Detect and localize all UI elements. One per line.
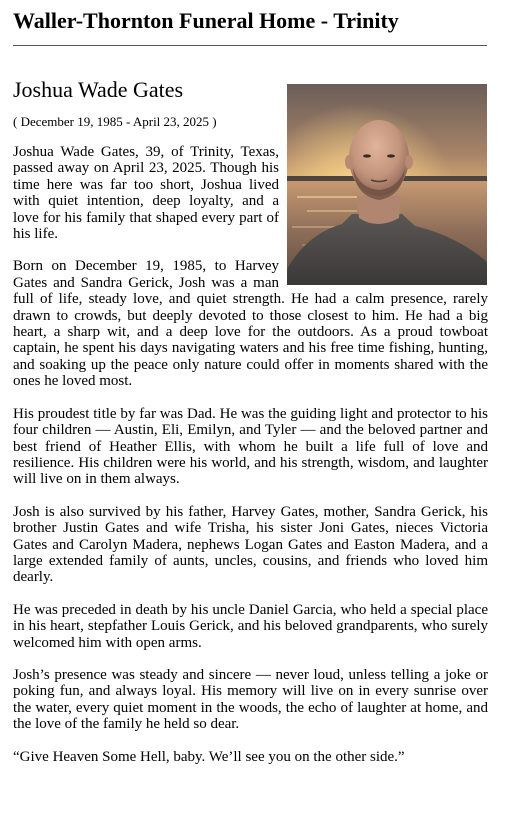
life-dates: ( December 19, 1985 - April 23, 2025 ) — [13, 114, 217, 129]
obituary-paragraph-memory: Josh’s presence was steady and sincere — never loud, unless telling a joke or poking fun, and always loyal. His memory will live on in every sunrise over the water, every quiet moment in the woods, the echo of laughter at home, and the love of the family he held so dear. — [13, 666, 488, 733]
deceased-name: Joshua Wade Gates — [13, 77, 184, 102]
obituary-content — [13, 72, 488, 765]
site-header — [13, 6, 487, 36]
closing-quote: “Give Heaven Some Hell, baby. We’ll see you on the other side.” — [13, 748, 405, 765]
obituary-paragraph-survivors: Josh is also survived by his father, Harvey Gates, mother, Sandra Gerick, his brother Justin Gates and wife Trisha, his sister Joni Gates, nieces Victoria Gates and Carolyn Madera, nephews Logan Gates and Easton Madera, and a large extended family of aunts, uncles, cousins, and friends who loved him dearly. — [13, 503, 488, 586]
site-title: Waller-Thornton Funeral Home - Trinity — [13, 8, 399, 33]
header-divider — [13, 45, 487, 46]
obituary-paragraph-family: His proudest title by far was Dad. He was the guiding light and protector to his four children — Austin, Eli, Emilyn, and Tyler — and the beloved partner and best friend of Heather Ellis, with whom he built a life full of love and resilience. His children were his world, and his strength, wisdom, and laughter will live on in them always. — [13, 405, 488, 488]
portrait-illustration — [287, 84, 487, 285]
obituary-paragraph-intro: Joshua Wade Gates, 39, of Trinity, Texas, passed away on April 23, 2025. Though his time here was far too short, Joshua lived with quiet intention, deep loyalty, and a love for his family that shaped every part of his life. — [13, 144, 279, 243]
obituary-photo[interactable] — [287, 84, 487, 285]
obituary-paragraph-birth: Born on December 19, 1985, to Harvey Gates and Sandra Gerick, Josh was a man full of life, steady love, and quiet strength. He had a calm presence, rarely drawn to crowds, but deeply devoted to those closest to him. He had a big heart, a sharp wit, and a deep love for the outdoors. As a proud towboat captain, he spent his days navigating waters and his free time fishing, hunting, and soaking up the peace only nature could offer in moments shared with the ones he loved most. — [13, 258, 488, 390]
obituary-paragraph-preceded: He was preceded in death by his uncle Daniel Garcia, who held a special place in his heart, stepfather Louis Gerick, and his beloved grandparents, who surely welcomed him with open arms. — [13, 601, 488, 651]
